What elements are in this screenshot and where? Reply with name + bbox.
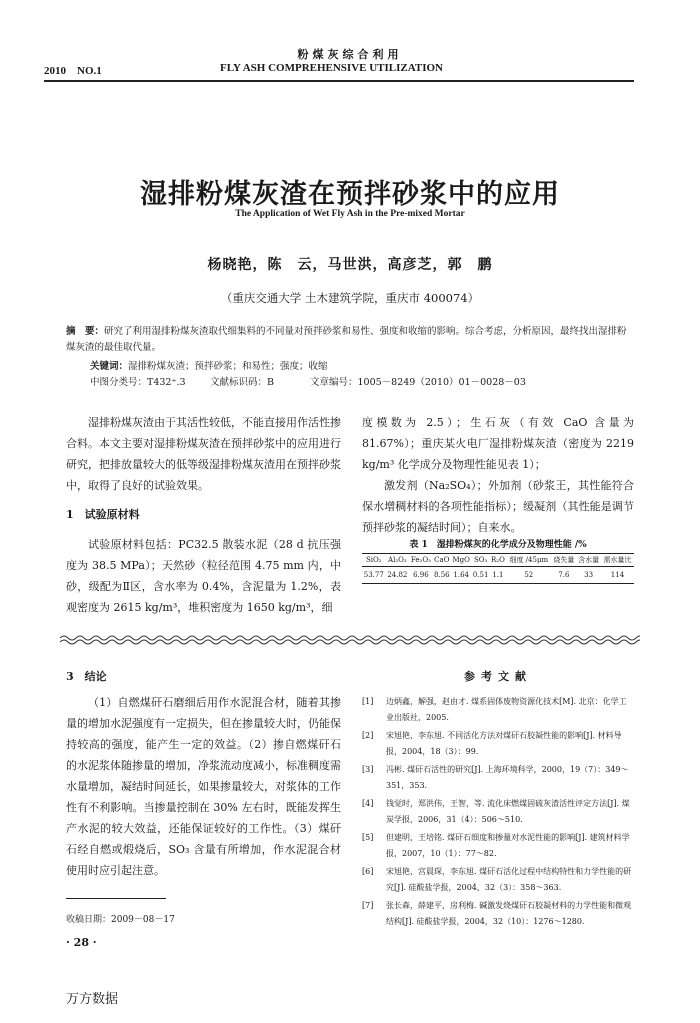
table-cell: 8.56 — [434, 571, 450, 579]
table-header-cell: 含水量 — [578, 556, 600, 564]
ref-number: [3] — [362, 765, 374, 774]
table-cell: 0.51 — [472, 571, 489, 579]
keywords-text: 湿排粉煤灰渣；预拌砂浆；和易性；强度；收缩 — [128, 361, 328, 372]
section3-heading: 3 结论 — [66, 670, 107, 683]
abstract — [66, 324, 634, 356]
journal-name-en: FLY ASH COMPREHENSIVE UTILIZATION — [220, 62, 444, 74]
page-number: · 28 · — [66, 936, 97, 949]
journal-name-cn: 粉煤灰综合利用 — [297, 48, 403, 61]
article-title-en: The Application of Wet Fly Ash in the Pre-mixed Mortar — [235, 209, 465, 219]
document-code: 文献标识码：B — [210, 377, 274, 388]
table-header-cell: 需水量比 — [603, 556, 632, 564]
ref-text: 边炳鑫，解强，赵由才. 煤系固体废物资源化技术[M]. 北京：化学工业出版社，2005. — [386, 697, 627, 722]
classification-line — [90, 374, 526, 388]
table-cell: 6.96 — [413, 571, 429, 579]
table-cell: 24.82 — [387, 571, 408, 579]
table-header-cell: MgO — [452, 556, 470, 564]
list-item — [362, 830, 634, 862]
table-header-cell: SiO₂ — [365, 556, 382, 564]
received-date: 收稿日期：2009－08－17 — [66, 915, 175, 925]
table-cell: 52 — [524, 571, 534, 579]
section1-heading: 1 试验原材料 — [66, 508, 140, 521]
table-row — [362, 567, 634, 584]
ref-text: 但建明，王培铭. 煤矸石细度和掺量对水泥性能的影响[J]. 建筑材料学报，2007，10（1）：77～82. — [386, 833, 630, 858]
references-list — [362, 694, 634, 932]
table-cell: 33 — [584, 571, 594, 579]
list-item — [362, 864, 634, 896]
article-number: 文章编号：1005－8249（2010）01－0028－03 — [310, 377, 526, 388]
abstract-label: 摘 要： — [66, 326, 105, 337]
ref-text: 张长森，薛建平，房利梅. 碱激发烧煤矸石胶凝材料的力学性能和微观结构[J]. 硅酸盐学报，2004，32（10）：1276～1280. — [386, 901, 632, 926]
section1-text-block — [66, 534, 341, 618]
clc-number: 中图分类号：T432⁺.3 — [90, 377, 186, 388]
intro-paragraph — [66, 412, 341, 496]
table-header-cell: 细度 /45μm — [509, 556, 549, 564]
table-header-cell: Al₂O₃ — [388, 556, 407, 564]
issue-number: 2010 NO.1 — [44, 65, 102, 77]
ref-number: [6] — [362, 867, 374, 876]
list-item — [362, 694, 634, 726]
table-cell: 114 — [610, 571, 625, 579]
section1-right-2: 激发剂（Na₂SO₄）；外加剂（砂浆王，其性能符合保水增稠材料的各项性能指标）；缓凝剂（其性能是调节预拌砂浆的凝结时间）；自来水。 — [362, 479, 634, 534]
table-header-cell: SO₃ — [473, 556, 488, 564]
ref-number: [7] — [362, 901, 374, 910]
list-item — [362, 796, 634, 828]
section1-right-1: 度模数为 2.5）；生石灰（有效 CaO 含量为 81.67%）；重庆某火电厂湿排粉煤灰渣（密度为 2219 kg/m³ 化学成分及物理性能见表 1）； — [362, 416, 634, 471]
table1-title: 表 1 湿排粉煤灰的化学成分及物理性能 /% — [409, 540, 587, 550]
section1-text: 试验原材料包括：PC32.5 散装水泥（28 d 抗压强度为 38.5 MPa）；天然砂（粒径范围 4.75 mm 内，中砂，级配为Ⅱ区，含水率为 0.4%，含泥量为 1.2%，表观密度为 2615 kg/m³，堆积密度为 1650 kg/m³，细 — [66, 538, 341, 614]
ref-number: [2] — [362, 731, 374, 740]
right-column-top — [362, 412, 634, 538]
table-header-cell: 烧失量 — [553, 556, 575, 564]
table-cell: 7.6 — [558, 571, 570, 579]
keywords-label: 关键词： — [90, 361, 129, 372]
section-break-wave — [60, 633, 640, 647]
table1 — [362, 553, 634, 584]
ref-number: [4] — [362, 799, 374, 808]
references-heading: 参考文献 — [464, 670, 532, 683]
intro-text: 湿排粉煤灰渣由于其活性较低，不能直接用作活性掺合料。本文主要对湿排粉煤灰渣在预拌砂浆中的应用进行研究，把排放量较大的低等级湿排粉煤灰渣用在预拌砂浆中，取得了良好的试验效果。 — [66, 416, 341, 492]
list-item — [362, 898, 634, 930]
table-cell: 1.1 — [492, 571, 504, 579]
table-header-cell: Fe₂O₃ — [410, 556, 431, 564]
table-cell: 1.64 — [453, 571, 469, 579]
article-title: 湿排粉煤灰渣在预拌砂浆中的应用 — [140, 179, 560, 210]
table-header-cell: R₂O — [491, 556, 505, 564]
watermark: 万方数据 — [66, 992, 119, 1007]
footnote-rule — [66, 898, 166, 899]
table-cell: 53.77 — [363, 571, 384, 579]
ref-text: 宋旭艳，李东旭. 不同活化方法对煤矸石胶凝性能的影响[J]. 材料导报，2004，18（3）：99. — [386, 731, 622, 756]
header-rule — [44, 80, 634, 82]
abstract-text: 研究了利用湿排粉煤灰渣取代细集料的不同量对预拌砂浆和易性、强度和收缩的影响。综合考虑，分析原因，最终找出湿排粉煤灰渣的最佳取代量。 — [66, 326, 627, 353]
ref-text: 钱觉时，郑洪伟，王智，等. 流化床燃煤固硫灰渣活性评定方法[J]. 煤炭学报，2006，31（4）：506～510. — [386, 799, 630, 824]
table-header-row — [362, 554, 634, 567]
affiliation: （重庆交通大学 土木建筑学院，重庆市 400074） — [220, 291, 480, 305]
list-item — [362, 762, 634, 794]
list-item — [362, 728, 634, 760]
section3-text: （1）自燃煤矸石磨细后用作水泥混合材，随着其掺量的增加水泥强度有一定损失，但在掺量较大时，仍能保持较高的强度，能产生一定的效益。（2）掺自燃煤矸石的水泥浆体随掺量的增加，净浆流动度减小，标准稠度需水量增加，凝结时间延长，如果掺量较大，对浆体的工作性有不利影响。当掺量控制在 30% 左右时，既能发挥生产水泥的较大效益，还能保证较好的工作性。（3）煤矸石经自燃或煅烧后，SO₃ 含量有所增加，作水泥混合材使用时应引起注意。 — [66, 696, 341, 877]
authors: 杨晓艳，陈 云，马世洪，高彦芝，郭 鹏 — [207, 257, 493, 273]
keywords — [90, 358, 328, 372]
table-header-cell: CaO — [434, 556, 450, 564]
ref-text: 宋旭艳，宫晨琛，李东旭. 煤矸石活化过程中结构特性和力学性能的研究[J]. 硅酸盐学报，2004，32（3）：358～363. — [386, 867, 632, 892]
ref-text: 冯彬. 煤矸石活性的研究[J]. 上海环境科学，2000，19（7）：349～351，353. — [386, 765, 629, 790]
ref-number: [1] — [362, 697, 374, 706]
section3-text-block — [66, 692, 341, 881]
ref-number: [5] — [362, 833, 374, 842]
